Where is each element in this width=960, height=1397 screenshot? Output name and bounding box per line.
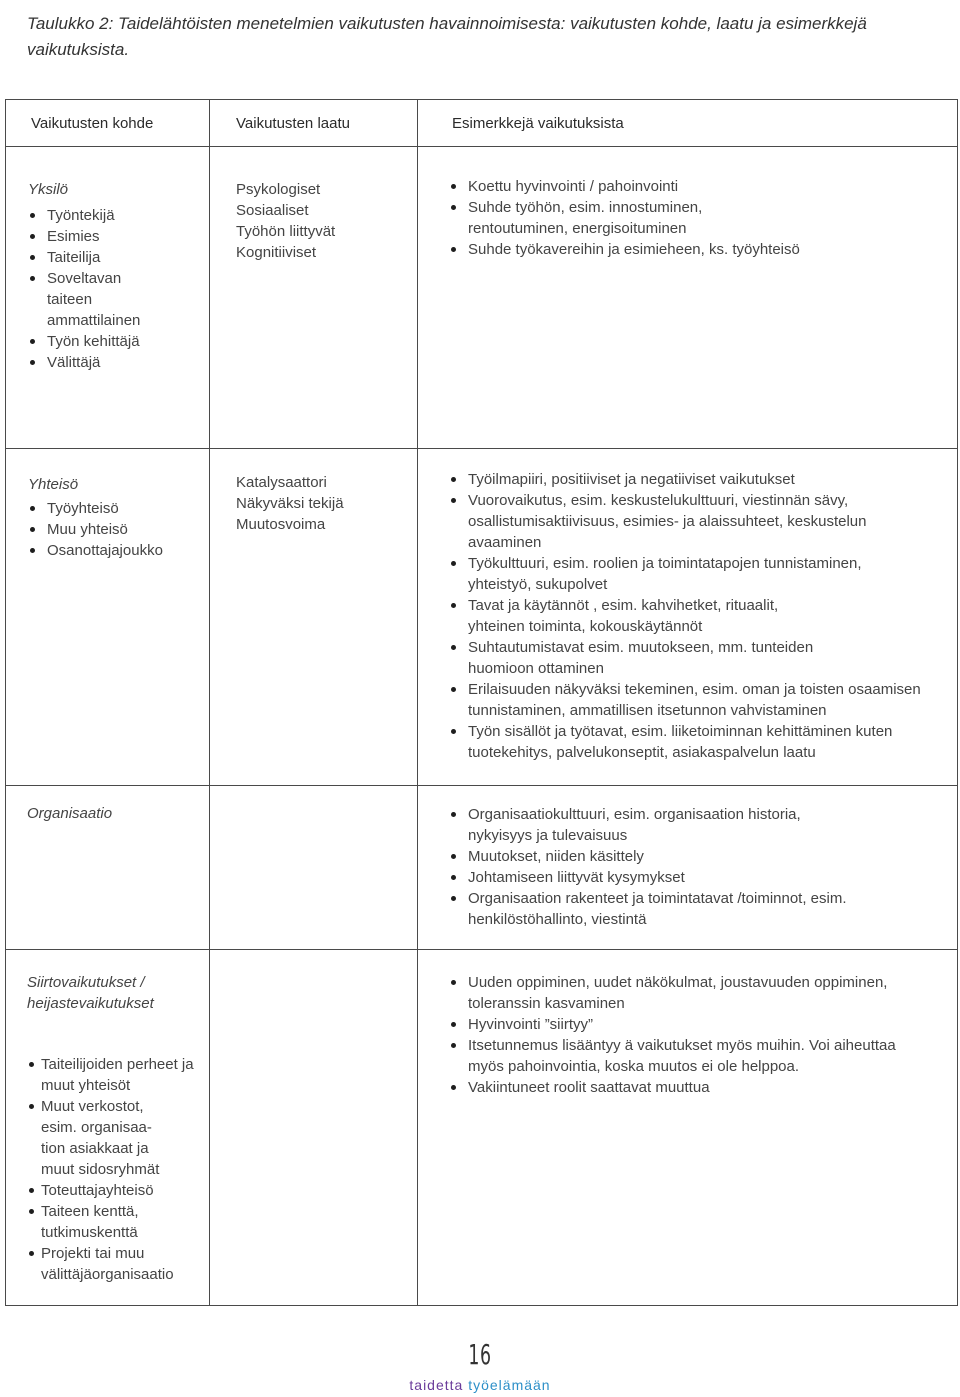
page-number: 16: [468, 1338, 492, 1371]
row2-quality: [236, 472, 406, 535]
list-item: Työntekijä: [28, 205, 198, 226]
row3-bottom-border: [5, 949, 958, 950]
list-item: Työyhteisö: [28, 498, 198, 519]
list-item: Taiteen kenttä, tutkimuskenttä: [27, 1201, 161, 1243]
table-top-border: [5, 99, 958, 100]
header-target: Vaikutusten kohde: [31, 115, 154, 132]
footer-logo-part2: työelämään: [468, 1377, 551, 1393]
list-item: Suhde työkavereihin ja esimieheen, ks. työyhteisö: [449, 239, 868, 260]
footer-logo: [0, 1377, 960, 1393]
list-item: Muu yhteisö: [28, 519, 198, 540]
quality-item: Psykologiset: [236, 181, 321, 198]
list-item: Työkulttuuri, esim. roolien ja toimintatapojen tunnistaminen, yhteistyö, sukupolvet: [449, 553, 913, 595]
row1-examples: [449, 176, 800, 260]
list-item: Välittäjä: [28, 352, 198, 373]
list-item: Työn sisällöt ja työtavat, esim. liiketoiminnan kehittäminen kuten tuotekehitys, palvelukonseptit, asiakaspalvelun laatu: [449, 721, 938, 763]
quality-item: Muutosvoima: [236, 516, 326, 533]
list-item: Johtamiseen liittyvät kysymykset: [449, 867, 939, 888]
table-bottom-border: [5, 1305, 958, 1306]
row2-examples: [449, 469, 939, 763]
list-item: Organisaatiokulttuuri, esim. organisaation historia, nykyisyys ja tulevaisuus: [449, 804, 848, 846]
col2-divider: [417, 99, 418, 1306]
list-item: Tavat ja käytännöt , esim. kahvihetket, rituaalit, yhteinen toiminta, kokouskäytännöt: [449, 595, 838, 637]
list-item: Työn kehittäjä: [28, 331, 198, 352]
list-item: Osanottajajoukko: [28, 540, 198, 561]
row2-target-title: Yhteisö: [28, 476, 79, 493]
row3-target: [27, 803, 197, 824]
list-item: Erilaisuuden näkyväksi tekeminen, esim. oman ja toisten osaamisen tunnistaminen, ammatillisen itsetunnon vahvistaminen: [449, 679, 958, 721]
list-item: Suhde työhön, esim. innostuminen, rentoutuminen, energisoituminen: [449, 197, 749, 239]
table-left-border: [5, 99, 6, 1306]
list-item: Koettu hyvinvointi / pahoinvointi: [449, 176, 749, 197]
list-item: Vuorovaikutus, esim. keskustelukulttuuri, viestinnän sävy, osallistumisaktiivisuus, esimies- ja alaissuhteet, keskustelun avaaminen: [449, 490, 888, 553]
list-item: Työilmapiiri, positiiviset ja negatiiviset vaikutukset: [449, 469, 939, 490]
row4-target-title: Siirtovaikutukset / heijastevaikutukset: [27, 974, 154, 1012]
quality-item: Katalysaattori: [236, 474, 327, 491]
list-item: Organisaation rakenteet ja toimintatavat /toiminnot, esim. henkilöstöhallinto, viestintä: [449, 888, 868, 930]
header-quality: Vaikutusten laatu: [236, 115, 350, 132]
list-item: Soveltavan taiteen ammattilainen: [28, 268, 157, 331]
row1-bottom-border: [5, 448, 958, 449]
list-item: Hyvinvointi ”siirtyy”: [449, 1014, 939, 1035]
list-item: Vakiintuneet roolit saattavat muuttua: [449, 1077, 939, 1098]
list-item: Toteuttajayhteisö: [27, 1180, 202, 1201]
header-examples: Esimerkkejä vaikutuksista: [452, 115, 624, 132]
list-item: Muut verkostot, esim. organisaa- tion asiakkaat ja muut sidosryhmät: [27, 1096, 176, 1180]
row4-target: [27, 972, 202, 1285]
row1-target: [28, 179, 198, 373]
quality-item: Näkyväksi tekijä: [236, 495, 344, 512]
list-item: Muutokset, niiden käsittely: [449, 846, 939, 867]
list-item: Esimies: [28, 226, 198, 247]
list-item: Uuden oppiminen, uudet näkökulmat, joustavuuden oppiminen, toleranssin kasvaminen: [449, 972, 928, 1014]
list-item: Suhtautumistavat esim. muutokseen, mm. tunteiden huomioon ottaminen: [449, 637, 878, 679]
row2-target: [28, 474, 198, 561]
quality-item: Työhön liittyvät: [236, 223, 336, 240]
quality-item: Kognitiiviset: [236, 244, 317, 261]
row4-examples: [449, 972, 939, 1098]
list-item: Taiteilijoiden perheet ja muut yhteisöt: [27, 1054, 196, 1096]
list-item: Taiteilija: [28, 247, 198, 268]
row3-examples: [449, 804, 939, 930]
row2-bottom-border: [5, 785, 958, 786]
table-caption: Taulukko 2: Taidelähtöisten menetelmien vaikutusten havainnoimisesta: vaikutusten kohde, laatu ja esimerkkejä vaikutuksista.: [27, 14, 867, 59]
quality-item: Sosiaaliset: [236, 202, 309, 219]
header-bottom-border: [5, 146, 958, 147]
list-item: Itsetunnemus lisääntyy ä vaikutukset myös muihin. Voi aiheuttaa myös pahoinvointia, koska muutos ei ole helppoa.: [449, 1035, 923, 1077]
list-item: Projekti tai muu välittäjäorganisaatio: [27, 1243, 191, 1285]
footer-logo-part1: taidetta: [409, 1377, 464, 1393]
col1-divider: [209, 99, 210, 1306]
row3-target-title: Organisaatio: [27, 805, 113, 822]
row1-quality: [236, 179, 406, 263]
row1-target-title: Yksilö: [28, 181, 69, 198]
